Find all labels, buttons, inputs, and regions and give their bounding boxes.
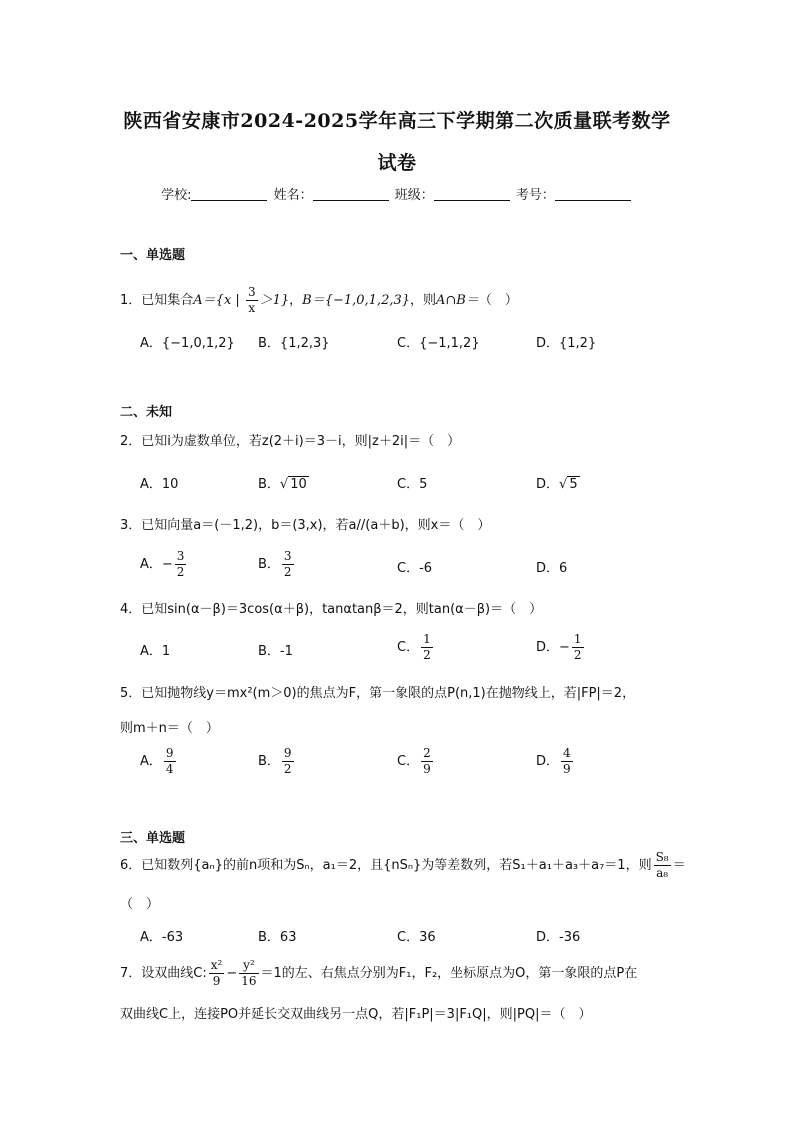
question-number: 2． bbox=[120, 434, 142, 449]
exam-number-blank[interactable] bbox=[555, 187, 631, 201]
q6-option-a[interactable]: A．-63 bbox=[140, 930, 184, 945]
option-label: C． bbox=[397, 754, 420, 769]
question-number: 3． bbox=[120, 518, 142, 533]
question-text: 已知i为虚数单位，若z(2＋i)＝3－i，则|z＋2i|＝（ ） bbox=[141, 434, 461, 449]
q4-option-d[interactable] bbox=[536, 632, 586, 663]
q6-option-d[interactable]: D．-36 bbox=[536, 930, 581, 945]
sqrt-value: 5 bbox=[569, 477, 578, 492]
question-number: 5． bbox=[120, 686, 142, 701]
question-6-line1 bbox=[120, 850, 686, 881]
set-b-expression: B＝{−1,0,1,2,3} bbox=[302, 293, 411, 308]
option-label: D．− bbox=[536, 640, 570, 655]
minus-sign: − bbox=[226, 966, 238, 981]
q1-option-a[interactable]: A．{−1,0,1,2} bbox=[140, 336, 235, 351]
fraction: $\frac{1}{2}$ bbox=[573, 632, 582, 662]
section-heading-1: 一、单选题 bbox=[120, 248, 186, 263]
school-blank[interactable] bbox=[191, 187, 267, 201]
exam-number-label: 考号： bbox=[515, 188, 555, 203]
option-label: A． bbox=[140, 754, 162, 769]
q6-option-b[interactable]: B．63 bbox=[258, 930, 297, 945]
section-heading-2: 二、未知 bbox=[120, 405, 173, 420]
name-blank[interactable] bbox=[313, 187, 389, 201]
question-7-line1 bbox=[120, 958, 637, 989]
q5-option-b[interactable] bbox=[258, 746, 296, 777]
question-5-line1 bbox=[120, 682, 635, 701]
fraction: $\frac{\text{x²}}{9}$ bbox=[210, 958, 223, 988]
fraction: $\frac{3}{x}$ bbox=[247, 285, 256, 315]
q3-option-b[interactable] bbox=[258, 549, 296, 580]
exam-title-line2: 试卷 bbox=[377, 152, 417, 174]
fraction: $\frac{1}{2}$ bbox=[423, 632, 431, 662]
q1-option-b[interactable]: B．{1,2,3} bbox=[258, 336, 330, 351]
fraction: $\frac{2}{9}$ bbox=[423, 746, 431, 776]
q4-option-a[interactable]: A．1 bbox=[140, 644, 171, 659]
question-5-line2: 则m＋n＝（ ） bbox=[120, 721, 219, 736]
question-text: 已知抛物线y＝mx²(m＞0)的焦点为F，第一象限的点P(n,1)在抛物线上，若|FP|＝2， bbox=[141, 686, 636, 701]
q6-option-c[interactable]: C．36 bbox=[397, 930, 436, 945]
q4-option-b[interactable]: B．-1 bbox=[258, 644, 293, 659]
q2-option-d[interactable]: D．√ 5 bbox=[536, 477, 578, 492]
option-label: B． bbox=[258, 754, 280, 769]
question-text: 设双曲线C: bbox=[141, 966, 207, 981]
fraction: $\frac{\text{S₈}}{\text{a₈}}$ bbox=[655, 850, 669, 880]
q5-option-d[interactable] bbox=[536, 746, 575, 777]
set-a-expression: A＝{x | bbox=[193, 293, 244, 308]
q5-option-c[interactable] bbox=[397, 746, 435, 777]
q1-option-d[interactable]: D．{1,2} bbox=[536, 336, 597, 351]
question-number: 6． bbox=[120, 858, 142, 873]
question-1 bbox=[120, 285, 518, 316]
question-text: ， bbox=[289, 293, 303, 308]
q4-option-c[interactable] bbox=[397, 632, 435, 663]
q2-option-a[interactable]: A．10 bbox=[140, 477, 179, 492]
student-info-row bbox=[0, 184, 794, 203]
fraction: $\frac{9}{2}$ bbox=[283, 746, 292, 776]
question-number: 4． bbox=[120, 602, 142, 617]
intersection-expression: A∩B＝ bbox=[436, 293, 479, 308]
question-4 bbox=[120, 598, 542, 617]
sqrt-value: 10 bbox=[290, 477, 307, 492]
q5-option-a[interactable] bbox=[140, 746, 178, 777]
option-label: D． bbox=[536, 754, 560, 769]
school-label: 学校: bbox=[161, 188, 192, 203]
q3-option-d[interactable]: D．6 bbox=[536, 561, 568, 576]
fraction: $\frac{4}{9}$ bbox=[563, 746, 571, 776]
q3-option-a[interactable] bbox=[140, 549, 188, 580]
section-heading-3: 三、单选题 bbox=[120, 831, 186, 846]
option-label: D． bbox=[536, 477, 560, 492]
option-label: B． bbox=[258, 557, 280, 572]
option-label: C． bbox=[397, 640, 420, 655]
question-number: 1． bbox=[120, 293, 142, 308]
exam-title-line1: 陕西省安康市2024-2025学年高三下学期第二次质量联考数学 bbox=[123, 110, 671, 132]
question-text: ，则 bbox=[410, 293, 437, 308]
q3-option-c[interactable]: C．-6 bbox=[397, 561, 433, 576]
q1-option-c[interactable]: C．{−1,1,2} bbox=[397, 336, 480, 351]
question-text: 已知sin(α－β)＝3cos(α＋β)，tanαtanβ＝2，则tan(α－β)＝（ ） bbox=[141, 602, 543, 617]
question-6-line2: （ ） bbox=[120, 897, 160, 912]
fraction: $\frac{3}{2}$ bbox=[283, 549, 292, 579]
question-7-line2: 双曲线C上，连接PO并延长交双曲线另一点Q，若|F₁P|＝3|F₁Q|，则|PQ|＝（ ） bbox=[120, 1007, 592, 1022]
fraction: $\frac{3}{2}$ bbox=[176, 549, 185, 579]
equals-sign: ＝ bbox=[672, 858, 686, 873]
question-text: 已知数列{aₙ}的前n项和为Sₙ，a₁＝2，且{nSₙ}为等差数列，若S₁＋a₁＋a₃＋a₇＝1，则 bbox=[141, 858, 652, 873]
question-text: 已知向量a＝(－1,2)，b＝(3,x)，若a//(a＋b)，则x＝（ ） bbox=[141, 518, 491, 533]
question-2 bbox=[120, 430, 460, 449]
class-label: 班级： bbox=[394, 188, 434, 203]
option-label: A．− bbox=[140, 557, 173, 572]
option-label: B． bbox=[258, 477, 280, 492]
question-3 bbox=[120, 514, 490, 533]
fraction: $\frac{9}{4}$ bbox=[165, 746, 174, 776]
q2-option-b[interactable]: B．√ 10 bbox=[258, 477, 307, 492]
question-text: 已知集合 bbox=[141, 293, 194, 308]
fraction: $\frac{\text{y²}}{16}$ bbox=[241, 958, 257, 988]
name-label: 姓名： bbox=[273, 188, 313, 203]
set-a-tail: ＞1} bbox=[259, 293, 290, 308]
question-text: ＝1的左、右焦点分别为F₁，F₂，坐标原点为O，第一象限的点P在 bbox=[260, 966, 638, 981]
class-blank[interactable] bbox=[434, 187, 510, 201]
question-number: 7． bbox=[120, 966, 142, 981]
q2-option-c[interactable]: C．5 bbox=[397, 477, 428, 492]
question-paren: （ ） bbox=[478, 293, 518, 308]
